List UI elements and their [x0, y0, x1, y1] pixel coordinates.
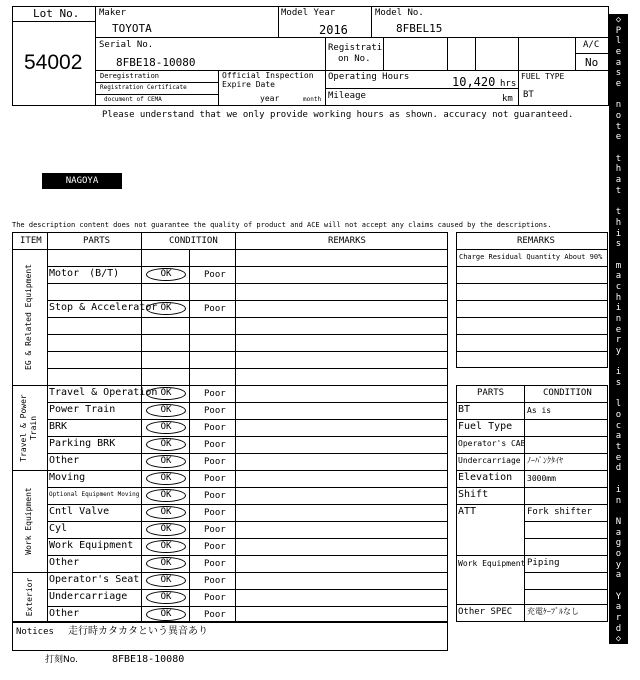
- header-grid: [12, 6, 609, 106]
- sidebar-char: a: [615, 527, 622, 538]
- notices-value: 走行時カタカタという異音あり: [68, 626, 208, 637]
- right-part-other-spec: Other SPEC: [458, 607, 513, 617]
- sidebar-char: Y: [615, 591, 622, 602]
- sidebar-char: [609, 198, 628, 207]
- registration-label: Registrati: [328, 43, 383, 53]
- sidebar-char: h: [615, 292, 622, 303]
- sidebar-char: n: [615, 313, 622, 324]
- sidebar-char: e: [615, 79, 622, 90]
- sidebar-char: ◇: [615, 634, 622, 645]
- sidebar-char: [609, 507, 628, 516]
- parts-parking-brk: Parking BRK: [49, 438, 116, 449]
- col-remarks: REMARKS: [328, 236, 366, 246]
- section-eg: EG & Related Equipment: [24, 264, 33, 370]
- poor-cyl[interactable]: Poor: [204, 525, 226, 535]
- sidebar-char: l: [615, 36, 622, 47]
- operating-hours-value: 10,420: [452, 75, 496, 89]
- right-part-elevation: Elevation: [458, 472, 513, 483]
- ok-motor[interactable]: OK: [146, 268, 186, 281]
- poor-stop-accelerator[interactable]: Poor: [204, 304, 226, 314]
- ok-power-train[interactable]: OK: [146, 404, 186, 417]
- parts-operators-seat: Operator's Seat: [49, 574, 140, 585]
- location-sidebar: [609, 14, 628, 644]
- poor-travel-operation[interactable]: Poor: [204, 389, 226, 399]
- sidebar-char: l: [615, 399, 622, 410]
- sidebar-char: [609, 358, 628, 367]
- parts-work-equipment: Work Equipment: [49, 540, 134, 551]
- sidebar-char: N: [615, 516, 622, 527]
- sidebar-char: s: [615, 378, 622, 389]
- km-unit: km: [502, 94, 513, 104]
- hours-note: Please understand that we only provide working hours as shown. accuracy not guaranteed.: [102, 110, 574, 120]
- ac-value: No: [585, 56, 599, 69]
- ok-brk[interactable]: OK: [146, 421, 186, 434]
- sidebar-char: a: [615, 431, 622, 442]
- right-cond-other-spec: 充電ｹｰﾌﾞﾙなし: [527, 607, 579, 616]
- right-cond-elevation: 3000mm: [527, 474, 556, 483]
- lot-label: Lot No.: [33, 7, 80, 20]
- ok-exterior-other[interactable]: OK: [146, 608, 186, 621]
- sidebar-char: e: [615, 452, 622, 463]
- sidebar-char: [609, 144, 628, 153]
- right-part-cab: Operator's CAB: [458, 439, 526, 448]
- ok-parking-brk[interactable]: OK: [146, 438, 186, 451]
- sidebar-char: e: [615, 132, 622, 143]
- ok-travel-operation[interactable]: OK: [146, 387, 186, 400]
- sidebar-char: i: [615, 367, 622, 378]
- lot-number: 54002: [24, 51, 83, 74]
- sidebar-char: a: [615, 570, 622, 581]
- section-exterior: Exterior: [25, 577, 34, 617]
- poor-work-other[interactable]: Poor: [204, 559, 226, 569]
- parts-cyl: Cyl: [49, 523, 68, 534]
- poor-power-train[interactable]: Poor: [204, 406, 226, 416]
- mileage-label: Mileage: [328, 91, 366, 101]
- sidebar-char: e: [615, 324, 622, 335]
- col-parts: PARTS: [83, 236, 111, 246]
- right-remarks-line1: Charge Residual Quantity About 90%: [459, 253, 603, 261]
- parts-optional-moving: Optional Equipment Moving: [49, 491, 140, 498]
- poor-travel-other[interactable]: Poor: [204, 457, 226, 467]
- ok-cyl[interactable]: OK: [146, 523, 186, 536]
- serial-label: Serial No.: [99, 40, 154, 50]
- parts-stop-accelerator: Stop & Accelerator: [49, 302, 158, 313]
- sidebar-char: t: [615, 153, 622, 164]
- deregistration-label: Deregistration: [100, 72, 160, 80]
- ac-label: A/C: [583, 40, 600, 50]
- maker-label: Maker: [99, 8, 127, 18]
- poor-parking-brk[interactable]: Poor: [204, 440, 226, 450]
- sidebar-char: a: [615, 602, 622, 613]
- stamp-label: 打刻No.: [45, 655, 78, 665]
- sidebar-char: c: [615, 420, 622, 431]
- sidebar-char: [609, 91, 628, 100]
- stamp-value: 8FBE18-10080: [112, 654, 185, 665]
- ok-cntl-valve[interactable]: OK: [146, 506, 186, 519]
- model-no-label: Model No.: [375, 8, 424, 18]
- poor-brk[interactable]: Poor: [204, 423, 226, 433]
- poor-undercarriage[interactable]: Poor: [204, 593, 226, 603]
- registration-certificate-label: Registration Certificate: [100, 84, 187, 91]
- right-part-bt: BT: [458, 404, 471, 415]
- ok-work-other[interactable]: OK: [146, 557, 186, 570]
- sidebar-char: o: [615, 410, 622, 421]
- sidebar-char: s: [615, 68, 622, 79]
- poor-operators-seat[interactable]: Poor: [204, 576, 226, 586]
- poor-motor[interactable]: Poor: [204, 270, 226, 280]
- sidebar-char: i: [615, 484, 622, 495]
- sidebar-char: h: [615, 217, 622, 228]
- sidebar-char: e: [615, 47, 622, 58]
- col-condition: CONDITION: [169, 236, 218, 246]
- sidebar-char: h: [615, 164, 622, 175]
- sidebar-char: r: [615, 612, 622, 623]
- model-year-value: 2016: [319, 23, 348, 37]
- parts-work-other: Other: [49, 557, 80, 568]
- sidebar-char: o: [615, 548, 622, 559]
- poor-optional-moving[interactable]: Poor: [204, 491, 226, 501]
- sidebar-char: t: [615, 207, 622, 218]
- parts-undercarriage: Undercarriage: [49, 591, 128, 602]
- section-work: Work Equipment: [24, 487, 33, 555]
- right-col-parts: PARTS: [477, 388, 505, 398]
- sidebar-char: y: [615, 346, 622, 357]
- sidebar-char: m: [615, 260, 622, 271]
- ok-undercarriage[interactable]: OK: [146, 591, 186, 604]
- right-part-fuel: Fuel Type: [458, 421, 513, 432]
- month-label: month: [303, 96, 322, 103]
- sidebar-char: t: [615, 185, 622, 196]
- right-cond-att: Fork shifter: [527, 507, 593, 517]
- ok-optional-moving[interactable]: OK: [146, 489, 186, 502]
- parts-motor: Motor (B/T): [49, 268, 120, 279]
- serial-value: 8FBE18-10080: [116, 56, 196, 69]
- ok-operators-seat[interactable]: OK: [146, 574, 186, 587]
- inspection-label: Official Inspection: [222, 71, 314, 80]
- maker-value: TOYOTA: [112, 22, 152, 35]
- parts-exterior-other: Other: [49, 608, 80, 619]
- sidebar-char: d: [615, 623, 622, 634]
- right-part-work-equipment: Work Equipment: [458, 559, 526, 568]
- sidebar-char: a: [615, 57, 622, 68]
- right-cond-undercarriage: ﾉｰﾊﾟﾝｸﾀｲﾔ: [527, 456, 563, 465]
- sidebar-char: n: [615, 100, 622, 111]
- notices-label: Notices: [16, 627, 54, 637]
- sidebar-char: [609, 390, 628, 399]
- fuel-type-label: FUEL TYPE: [521, 72, 565, 81]
- ok-stop-accelerator[interactable]: OK: [146, 302, 186, 315]
- sidebar-char: o: [615, 111, 622, 122]
- sidebar-char: n: [615, 495, 622, 506]
- parts-brk: BRK: [49, 421, 68, 432]
- disclaimer: The description content does not guarantee the quality of product and ACE will not accept any claims caused by the descriptions.: [12, 221, 552, 229]
- poor-work-equipment[interactable]: Poor: [204, 542, 226, 552]
- ok-moving[interactable]: OK: [146, 472, 186, 485]
- sidebar-char: [609, 475, 628, 484]
- sidebar-char: y: [615, 559, 622, 570]
- sidebar-char: d: [615, 463, 622, 474]
- operating-hours-label: Operating Hours: [328, 72, 410, 82]
- sidebar-char: i: [615, 303, 622, 314]
- fuel-type-value: BT: [523, 90, 534, 100]
- parts-power-train: Power Train: [49, 404, 116, 415]
- right-col-condition: CONDITION: [543, 388, 592, 398]
- model-no-value: 8FBEL15: [396, 22, 443, 35]
- parts-moving: Moving: [49, 472, 86, 483]
- sidebar-char: a: [615, 175, 622, 186]
- sidebar-char: ◇: [615, 15, 622, 25]
- right-cond-work-equipment: Piping: [527, 558, 560, 568]
- cema-label: document of CEMA: [104, 96, 162, 103]
- ok-work-equipment[interactable]: OK: [146, 540, 186, 553]
- sidebar-char: [609, 251, 628, 260]
- parts-cntl-valve: Cntl Valve: [49, 506, 110, 517]
- poor-moving[interactable]: Poor: [204, 474, 226, 484]
- model-year-label: Model Year: [281, 8, 336, 18]
- right-part-att: ATT: [458, 506, 477, 517]
- sidebar-char: t: [615, 442, 622, 453]
- poor-exterior-other[interactable]: Poor: [204, 610, 226, 620]
- col-item: ITEM: [20, 236, 42, 246]
- right-part-undercarriage: Undercarriage: [458, 456, 521, 465]
- sidebar-char: r: [615, 335, 622, 346]
- sidebar-char: c: [615, 281, 622, 292]
- sidebar-char: g: [615, 538, 622, 549]
- sidebar-char: P: [615, 25, 622, 36]
- right-part-shift: Shift: [458, 489, 489, 500]
- sidebar-char: s: [615, 239, 622, 250]
- right-cond-bt: As is: [527, 406, 552, 415]
- right-remarks-header: REMARKS: [517, 236, 555, 246]
- year-label: year: [260, 94, 280, 103]
- poor-cntl-valve[interactable]: Poor: [204, 508, 226, 518]
- sidebar-char: i: [615, 228, 622, 239]
- section-travel: Travel & Power Train: [19, 394, 38, 462]
- parts-travel-other: Other: [49, 455, 80, 466]
- hrs-unit: hrs: [500, 79, 517, 89]
- location-badge: NAGOYA: [42, 173, 122, 189]
- sidebar-char: [609, 582, 628, 591]
- ok-travel-other[interactable]: OK: [146, 455, 186, 468]
- sidebar-char: t: [615, 121, 622, 132]
- sidebar-char: a: [615, 271, 622, 282]
- parts-travel-operation: Travel & Operation: [49, 387, 158, 398]
